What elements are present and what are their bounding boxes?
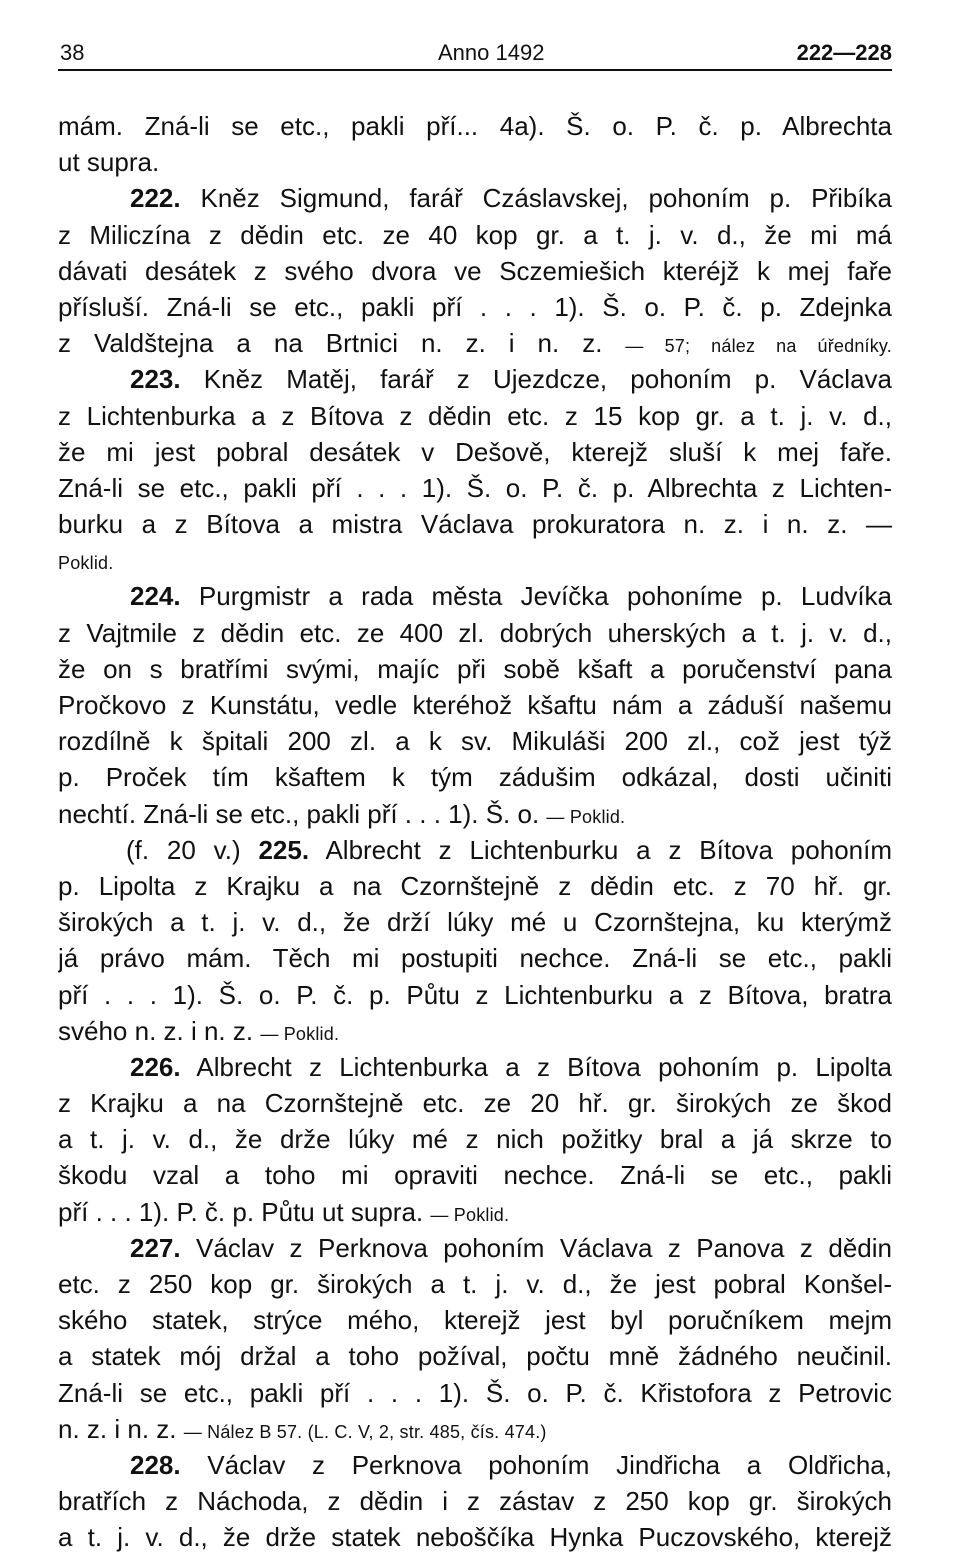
text-line bbox=[58, 651, 892, 687]
text-line bbox=[58, 759, 892, 795]
line-text: z Miliczína z dědin etc. ze 40 kop gr. a t. j. v. d., že mi má bbox=[58, 219, 892, 250]
line-text: z Krajku a na Czornštejně etc. ze 20 hř. gr. širokých ze škod bbox=[58, 1088, 892, 1119]
text-line bbox=[58, 1375, 892, 1411]
page-number: 38 bbox=[60, 40, 85, 65]
entry-start-line bbox=[58, 832, 892, 868]
line-text: a t. j. v. d., že drže statek neboščíka Hynka Puczovského, kterejž bbox=[58, 1522, 892, 1553]
line-text: nechtí. Zná-li se etc., pakli pří . . . 1). Š. o. bbox=[58, 798, 547, 829]
text-line bbox=[58, 144, 892, 180]
verdict-note: Poklid. bbox=[58, 553, 114, 574]
text-line bbox=[58, 108, 892, 144]
line-text: z Valdštejna a na Brtnici n. z. i n. z. bbox=[58, 328, 626, 359]
entry-number: 228. bbox=[130, 1449, 181, 1480]
verdict-note: — Nález B 57. (L. C. V, 2, str. 485, čís. 474.) bbox=[183, 1421, 547, 1442]
entry-start-line bbox=[58, 361, 892, 397]
line-text: ského statek, strýce mého, kterejž jest byl poručníkem mejm bbox=[58, 1305, 892, 1336]
entry-number: 225. bbox=[258, 834, 310, 865]
text-line bbox=[58, 470, 892, 506]
line-text: Kněz Sigmund, farář Czáslavskej, pohoním p. Přibíka bbox=[180, 183, 892, 214]
line-text: p. Lipolta z Krajku a na Czornštejně z dědin etc. z 70 hř. gr. bbox=[58, 870, 892, 901]
text-line bbox=[58, 398, 892, 434]
line-text: pří . . . 1). P. č. p. Půtu ut supra. bbox=[58, 1196, 431, 1227]
text-line bbox=[58, 434, 892, 470]
line-text: že mi jest pobral desátek v Dešově, kterejž sluší k mej faře. bbox=[58, 436, 892, 467]
entry-start-line bbox=[58, 578, 892, 614]
text-line bbox=[58, 1266, 892, 1302]
line-text: p. Proček tím kšaftem k tým zádušim odkázal, dosti učiniti bbox=[58, 762, 892, 793]
text-line bbox=[58, 1411, 892, 1447]
line-text: Zná-li se etc., pakli pří . . . 1). Š. o. P. č. p. Albrechta z Lichten- bbox=[58, 472, 892, 503]
text-line bbox=[58, 325, 892, 361]
text-line bbox=[58, 687, 892, 723]
line-text: burku a z Bítova a mistra Václava prokuratora n. z. i n. z. — bbox=[58, 509, 892, 540]
text-line bbox=[58, 1085, 892, 1121]
line-text: pří . . . 1). Š. o. P. č. p. Půtu z Lichtenburku a z Bítova, bratra bbox=[58, 979, 892, 1010]
text-line bbox=[58, 1013, 892, 1049]
line-text: Václav z Perknova pohoním Václava z Panova z dědin bbox=[180, 1232, 892, 1263]
line-text: a t. j. v. d., že drže lúky mé z nich požitky bral a já skrze to bbox=[58, 1124, 892, 1155]
text-line bbox=[58, 1483, 892, 1519]
entry-number: 223. bbox=[130, 364, 181, 395]
line-text: bratřích z Náchoda, z dědin i z zástav z 250 kop gr. širokých bbox=[58, 1486, 892, 1517]
line-text: já právo mám. Těch mi postupiti nechce. Zná-li se etc., pakli bbox=[58, 943, 892, 974]
line-text: ut supra. bbox=[58, 147, 160, 178]
text-line bbox=[58, 723, 892, 759]
header-rule bbox=[58, 69, 892, 71]
text-line bbox=[58, 217, 892, 253]
entry-start-line bbox=[58, 1049, 892, 1085]
line-text: přísluší. Zná-li se etc., pakli pří . . . 1). Š. o. P. č. p. Zdejnka bbox=[58, 291, 892, 322]
entry-number: 224. bbox=[130, 581, 181, 612]
line-text: Purgmistr a rada města Jevíčka pohoníme p. Ludvíka bbox=[180, 581, 892, 612]
text-line bbox=[58, 977, 892, 1013]
line-text: Pročkovo z Kunstátu, vedle kteréhož kšaftu nám a záduší našemu bbox=[58, 690, 892, 720]
line-text: rozdílně k špitali 200 zl. a k sv. Mikuláši 200 zl., což jest týž bbox=[58, 726, 892, 757]
text-line bbox=[58, 796, 892, 832]
verdict-note: — Poklid. bbox=[546, 806, 626, 827]
text-line bbox=[58, 506, 892, 542]
text-line bbox=[58, 1194, 892, 1230]
running-title: Anno 1492 bbox=[438, 40, 545, 65]
entry-number: 227. bbox=[130, 1232, 181, 1263]
text-line bbox=[58, 289, 892, 325]
body-text bbox=[58, 108, 892, 1556]
line-text: že on s bratřími svými, majíc při sobě kšaft a poručenství pana bbox=[58, 653, 892, 684]
text-line bbox=[58, 542, 892, 578]
text-line bbox=[58, 253, 892, 289]
text-line bbox=[58, 868, 892, 904]
line-text: dávati desátek z svého dvora ve Sczemiešich kteréjž k mej faře bbox=[58, 255, 892, 286]
line-text: etc. z 250 kop gr. širokých a t. j. v. d., že jest pobral Konšel- bbox=[58, 1269, 892, 1299]
entry-start-line bbox=[58, 180, 892, 216]
text-line bbox=[58, 615, 892, 651]
line-text: Albrecht z Lichtenburka a z Bítova pohoním p. Lipolta bbox=[180, 1051, 892, 1082]
verdict-note: — 57; nález na úředníky. bbox=[625, 336, 892, 357]
line-text: a statek mój držal a toho požíval, počtu mně žádného neučinil. bbox=[58, 1341, 892, 1372]
line-text: n. z. i n. z. bbox=[58, 1413, 184, 1444]
entry-start-line bbox=[58, 1447, 892, 1483]
entry-start-line bbox=[58, 1230, 892, 1266]
line-text: Zná-li se etc., pakli pří . . . 1). Š. o. P. č. Křistofora z Petrovic bbox=[58, 1377, 892, 1408]
text-line bbox=[58, 1157, 892, 1193]
line-text: mám. Zná-li se etc., pakli pří... 4a). Š. o. P. č. p. Albrechta bbox=[58, 111, 892, 141]
line-text: širokých a t. j. v. d., že drží lúky mé u Czornštejna, ku kterýmž bbox=[58, 907, 892, 938]
line-text: škodu vzal a toho mi opraviti nechce. Zná-li se etc., pakli bbox=[58, 1160, 892, 1191]
text-line bbox=[58, 1338, 892, 1374]
folio-ref: (f. 20 v.) bbox=[126, 834, 259, 865]
text-line bbox=[58, 940, 892, 976]
text-line bbox=[58, 1519, 892, 1555]
verdict-note: — Poklid. bbox=[260, 1023, 340, 1044]
entry-number: 222. bbox=[130, 183, 181, 214]
entry-number: 226. bbox=[130, 1051, 181, 1082]
running-header bbox=[58, 36, 892, 70]
line-text: z Vajtmile z dědin etc. ze 400 zl. dobrých uherských a t. j. v. d., bbox=[58, 617, 892, 648]
verdict-note: — Poklid. bbox=[430, 1204, 510, 1225]
line-text: Václav z Perknova pohoním Jindřicha a Oldřicha, bbox=[180, 1449, 892, 1480]
text-line bbox=[58, 1302, 892, 1338]
line-text: Albrecht z Lichtenburku a z Bítova pohoním bbox=[309, 834, 892, 865]
text-line bbox=[58, 904, 892, 940]
line-text: z Lichtenburka a z Bítova z dědin etc. z 15 kop gr. a t. j. v. d., bbox=[58, 400, 892, 431]
entry-range: 222—228 bbox=[796, 40, 892, 65]
line-text: Kněz Matěj, farář z Ujezdcze, pohoním p. Václava bbox=[180, 364, 892, 395]
text-line bbox=[58, 1121, 892, 1157]
line-text: svého n. z. i n. z. bbox=[58, 1015, 261, 1046]
